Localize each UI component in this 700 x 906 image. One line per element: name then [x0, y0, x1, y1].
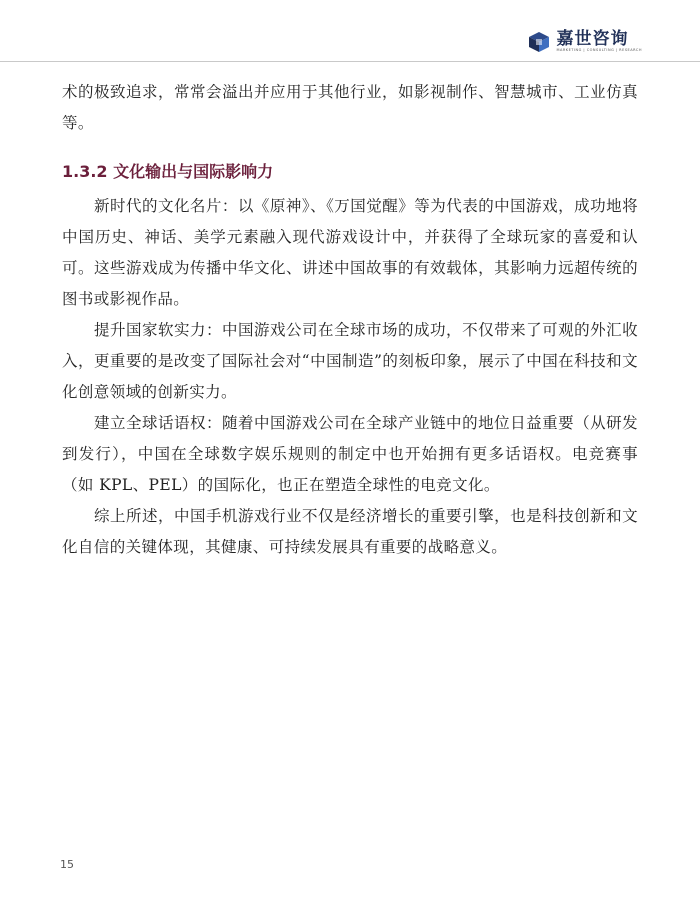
page-body — [62, 77, 638, 563]
body-paragraph: 提升国家软实力：中国游戏公司在全球市场的成功，不仅带来了可观的外汇收入，更重要的是改变了国际社会对“中国制造”的刻板印象，展示了中国在科技和文化创意领域的创新实力。 — [62, 321, 638, 401]
brand-tagline: MARKETING | CONSULTING | RESEARCH — [556, 48, 642, 52]
continuation-paragraph: 术的极致追求，常常会溢出并应用于其他行业，如影视制作、智慧城市、工业仿真等。 — [62, 83, 638, 132]
body-paragraph: 新时代的文化名片：以《原神》、《万国觉醒》等为代表的中国游戏，成功地将中国历史、神话、美学元素融入现代游戏设计中，并获得了全球玩家的喜爱和认可。这些游戏成为传播中华文化、讲述中国故事的有效载体，其影响力远超传统的图书或影视作品。 — [62, 197, 638, 308]
brand-logo — [528, 30, 642, 53]
body-paragraph: 综上所述，中国手机游戏行业不仅是经济增长的重要引擎，也是科技创新和文化自信的关键体现，其健康、可持续发展具有重要的战略意义。 — [62, 507, 638, 556]
page-number: 15 — [60, 858, 74, 871]
brand-name: 嘉世咨询 — [556, 29, 629, 49]
page-header — [0, 0, 700, 62]
section-heading: 1.3.2 文化输出与国际影响力 — [62, 162, 274, 181]
header-divider — [0, 61, 700, 62]
brand-cube-icon — [528, 31, 550, 53]
body-paragraph: 建立全球话语权：随着中国游戏公司在全球产业链中的地位日益重要（从研发到发行），中国在全球数字娱乐规则的制定中也开始拥有更多话语权。电竞赛事（如 KPL、PEL）的国际化，也正在塑造全球性的电竞文化。 — [62, 414, 638, 494]
